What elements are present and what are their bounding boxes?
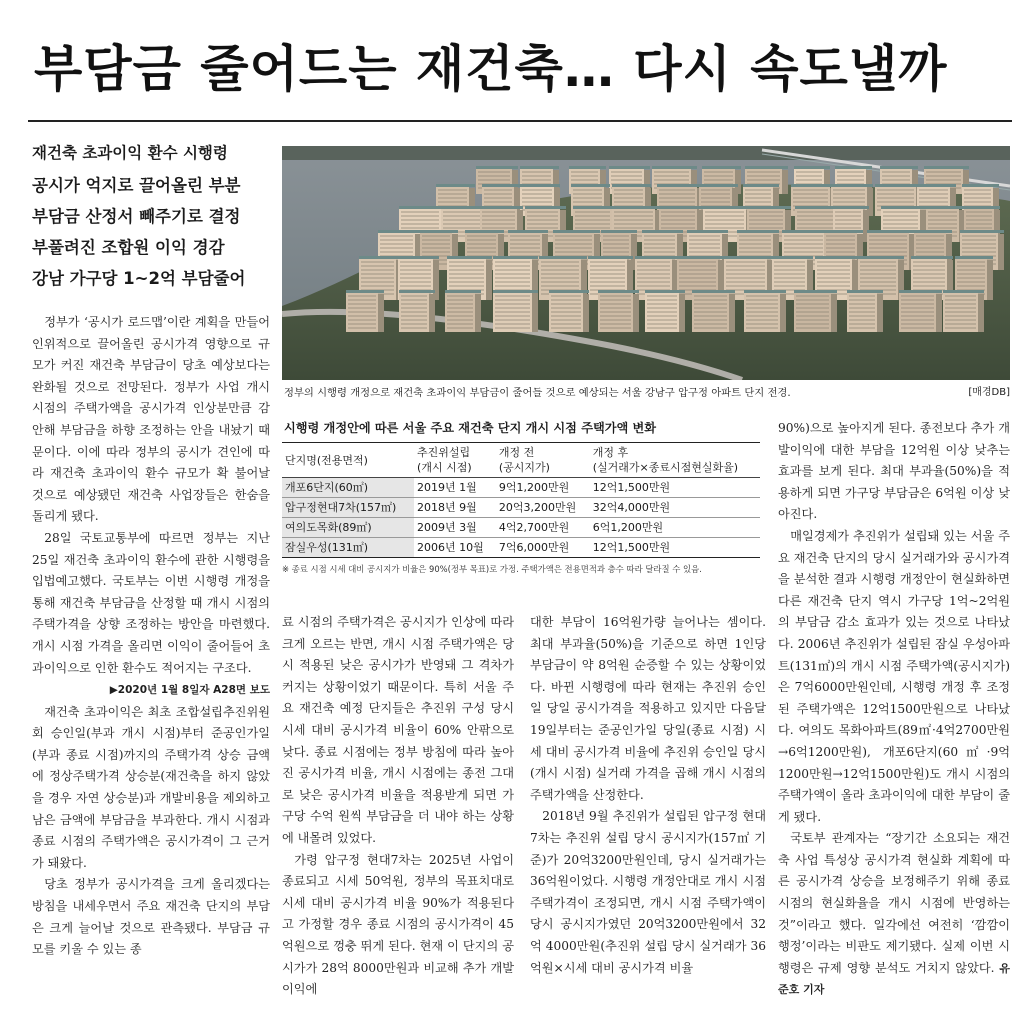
subhead-lead: 재건축 초과이익 환수 시행령 [32,144,228,162]
building-roof [659,206,703,209]
building-roof [737,230,779,233]
building-roof [745,166,788,169]
table-header-cell: 개정 후 (실거래가×종료시점현실화율) [590,443,760,478]
building-roof [692,290,735,293]
table-header-cell: 추진위설립 (개시 시점) [414,443,496,478]
article-column-3 [530,612,766,1018]
apartment-building-side [978,294,984,332]
apartment-building-side [729,294,735,332]
building-roof [743,184,779,187]
building-roof [702,166,741,169]
article-paragraph: 정부가 ‘공시가 로드맵’이란 계획을 만들어 인위적으로 끌어올린 공시가격 영향으로 규모가 커진 재건축 부담금이 당초 예상보다는 완화될 것으로 전망된다. 정부가 사업 개시 시점의 주택가액을 공시가격 인상분만큼 감안해 부담금을 하향 조정하는 안을 내놨기 때문이다. 이에 따라 정부의 공시가 견인에 따라 재건축 초과이익 환수 규모가 확 불어날 것으로 예상됐던 재건축 사업장들은 한숨을 돌리게 됐다. [32,315,270,524]
data-table-box [282,418,767,577]
table-header-cell: 개정 전 (공시지가) [496,443,590,478]
building-roof [824,230,863,233]
building-roof [598,290,639,293]
building-roof [962,184,999,187]
subhead-line: 공시가 억지로 끌어올린 부분 [32,176,241,195]
building-roof [926,206,965,209]
table-cell: 9억1,200만원 [496,478,590,498]
building-roof [399,290,435,293]
building-roof [508,230,548,233]
article-paragraph: 매일경제가 추진위가 설립돼 있는 서울 주요 재건축 단지의 당시 실거래가와 공시가격을 분석한 결과 시행령 개정안이 현실화하면 다른 재건축 단지 역시 가구당 1억~2억원의 부담금 감소 효과가 있는 것으로 나타났다. 2006년 추진위가 설립된 잠실 우성아파트(131㎡)의 개시 시점 주택가액(공시지가)은 7억6000만원인데, 시행령 개정 후 조정된 주택가액은 12억1500만원으로 나타났다. 여의도 목화아파트(89㎡·4억2700만원→6억1200만원), 개포6단지(60㎡·9억1200만원→12억1500만원)도 개시 시점의 주택가액이 올라 초과이익에 대한 부담이 줄게 됐다. [778,528,1010,824]
table-note: ※ 종료 시점 시세 대비 공시지가 비율은 90%(정부 목표)로 가정. 주택가액은 전용면적과 층수 따라 달라질 수 있음. [282,564,702,574]
building-roof [724,256,773,259]
building-roof [772,256,813,259]
apartment-building-side [936,294,942,332]
building-roof [482,184,520,187]
building-roof [677,256,724,259]
table-cell: 개포6단지(60㎡) [282,478,414,498]
headline-rule [28,120,1012,122]
apartment-building-side [429,294,435,332]
table-cell: 7억6,000만원 [496,538,590,558]
building-roof [378,230,421,233]
reference-note: ▶2020년 1월 8일자 A28면 보도 [109,684,270,697]
table-row [282,498,760,518]
article-paragraph: 재건축 초과이익은 최초 조합설립추진위원회 승인일(부과 개시 시점)부터 준공인가일(부과 종료 시점)까지의 주택가격 상승 금액에 정상주택가격 상승분(재건축을 하지 않았을 경우 자연 상승분)과 개발비용을 제외하고 남은 금액에 부담금을 부과한다. 개시 시점과 종료 시점의 주택가액은 공시가격이 그 근거가 돼왔다. [32,704,270,870]
building-roof [588,256,633,259]
building-roof [652,166,697,169]
article-paragraph: 당초 정부가 공시가격을 크게 올리겠다는 방침을 내세우면서 주요 재건축 단지의 부담은 크게 늘어날 것으로 관측됐다. 부담금 규모를 키울 수 있는 종 [32,877,270,957]
subhead-line: 부풀려진 조합원 이익 경감 [32,238,225,257]
building-roof [858,256,904,259]
table-cell: 6억1,200만원 [590,518,760,538]
building-roof [476,166,518,169]
building-roof [699,184,738,187]
building-roof [835,166,872,169]
building-roof [447,256,492,259]
building-roof [955,256,993,259]
building-roof [924,166,969,169]
building-roof [943,290,984,293]
building-roof [881,206,926,209]
table-title: 시행령 개정안에 따른 서울 주요 재건축 단지 개시 시점 주택가액 변화 [284,421,657,435]
building-roof [794,290,837,293]
building-roof [520,184,560,187]
housing-value-table [282,442,760,558]
building-roof [867,230,915,233]
byline: 유준호 기자 [778,961,1010,997]
apartment-building-side [782,170,788,194]
article-column-1 [32,312,270,1018]
building-roof [549,290,589,293]
table-cell: 잠실우성(131㎡) [282,538,414,558]
subhead-line: 부담금 산정서 빼주기로 결정 [32,207,241,226]
article-paragraph: 28일 국토교통부에 따르면 정부는 지난 25일 재건축 초과이익 환수에 관한 시행령을 입법예고했다. 국토부는 이번 시행령 개정을 통해 재건축 부담금을 산정할 때 개시 시점의 주택가격을 상향 조정하는 방안을 마련했다. 개시 시점 가격을 올리면 이익이 줄어들어 초과이익으로 인한 환수도 적어지는 구조다. [32,530,270,675]
photo-caption-text: 정부의 시행령 개정으로 재건축 초과이익 부담금이 줄어들 것으로 예상되는 서울 강남구 압구정 아파트 단지 전경. [284,387,791,399]
article-paragraph: 대한 부담이 16억원가량 늘어나는 셈이다. 최대 부과율(50%)을 기준으로 하면 1인당 부담금이 약 8억원 순증할 수 있는 상황이었다. 바뀐 시행령에 따라 현재는 추진위 승인일 당일 공시가격을 적용하고 있지만 다음달 19일부터는 준공인가일 당일(종료 시점) 시세 대비 공시가격 비율에 추진위 승인일 당시(개시 시점) 실거래 가격을 곱해 개시 시점의 주택가액을 산정한다. [530,615,766,802]
building-roof [747,206,791,209]
building-roof [480,206,523,209]
building-roof [815,256,858,259]
building-roof [609,166,650,169]
apartment-building-side [583,294,589,332]
building-roof [917,184,956,187]
building-roof [914,230,952,233]
building-roof [399,206,447,209]
building-roof [960,230,1004,233]
building-roof [831,184,873,187]
apartment-building-side [378,294,384,332]
article-paragraph: 료 시점의 주택가격은 공시지가 인상에 따라 크게 오르는 반면, 개시 시점 주택가액은 당시 적용된 낮은 공시가가 반영돼 그 격차가 커지는 상황이었기 때문이다. 특히 서울 주요 재건축 예정 단지들은 추진위 구성 당시 시세 대비 공시가격 비율이 60% 안팎으로 낮다. 종료 시점에는 정부 방침에 따라 높아진 공시가격 비율, 개시 시점에는 종전 그대로 낮은 공시가격 비율을 적용받게 되면 가구당 수억 원씩 부담금을 더 내야 하는 상황에 내몰려 있었다. [282,615,514,845]
photo-credit: [매경DB] [968,387,1010,398]
building-roof [398,256,439,259]
building-roof [635,256,678,259]
building-roof [744,290,786,293]
table-cell: 2009년 3월 [414,518,496,538]
headline: 부담금 줄어드는 재건축… 다시 속도낼까 [34,40,948,98]
apartment-building-side [987,260,993,300]
apartment-complex-photo [282,146,1010,380]
building-roof [601,230,637,233]
apartment-building-side [998,234,1004,270]
subhead-line: 강남 가구당 1~2억 부담줄어 [32,269,246,288]
building-roof [612,206,661,209]
building-roof [420,230,458,233]
table-cell: 2006년 10월 [414,538,496,558]
building-roof [612,184,651,187]
building-roof [875,184,922,187]
building-roof [493,256,538,259]
apartment-building-side [831,294,837,332]
building-roof [964,206,1000,209]
building-roof [436,184,475,187]
table-cell: 12억1,500만원 [590,538,760,558]
table-row [282,478,760,498]
building-roof [642,230,683,233]
table-row [282,518,760,538]
table-row [282,538,760,558]
building-roof [571,184,610,187]
apartment-building-side [486,260,492,300]
table-cell: 20억3,200만원 [496,498,590,518]
building-roof [782,230,831,233]
table-header-row [282,443,760,478]
building-roof [880,166,918,169]
article-paragraph: 국토부 관계자는 “장기간 소요되는 재건축 사업 특성상 공시가격 현실화 계획에 따른 공시가격 상승을 보정해주기 위해 종료 시점의 현실화율을 개시 시점에 반영하는 것”이라고 했다. 일각에선 여전히 ‘깜깜이 행정’이라는 비판도 제기됐다. 실제 이번 시행령은 규제 영향 분석도 거치지 않았다. 유준호 기자 [778,831,1010,997]
building-roof [791,184,836,187]
apartment-building-side [475,294,481,332]
building-roof [687,230,728,233]
building-roof [520,166,559,169]
article-paragraph: 2018년 9월 추진위가 설립된 압구정 현대7차는 추진위 설립 당시 공시지가(157㎡ 기준)가 20억3200만원인데, 당시 실거래가는 36억원이었다. 시행령 개정안대로 개시 시점 주택가격이 조정되면, 개시 시점 주택가액이 당시 공시지가였던 20억3200만원에서 32억 4000만원(추진위 설립 당시 실거래가 36억원×시세 대비 공시가격 비율 [530,809,766,975]
building-roof [899,290,942,293]
building-roof [465,230,504,233]
building-roof [645,290,685,293]
subheads [32,142,272,294]
table-cell: 12억1,500만원 [590,478,760,498]
apartment-building-side [679,294,685,332]
table-cell: 4억2,700만원 [496,518,590,538]
article-paragraph: 가령 압구정 현대7차는 2025년 사업이 종료되고 시세 50억원, 정부의 목표치대로 시세 대비 공시가격 비율 90%가 적용된다고 가정할 경우 종료 시점의 공시가격이 45억원으로 껑충 뛰게 된다. 현재 이 단지의 공시가가 28억 8000만원과 비교해 추가 개발이익에 [282,852,514,997]
article-column-2 [282,612,514,1018]
table-cell: 2019년 1월 [414,478,496,498]
building-roof [539,256,587,259]
building-roof [573,206,618,209]
apartment-building-side [532,294,538,332]
building-roof [794,166,830,169]
building-roof [346,290,384,293]
photo-caption [284,384,1010,402]
building-roof [833,206,869,209]
article-paragraph: 90%)으로 높아지게 된다. 종전보다 추가 개발이익에 대한 부담을 12억원 이상 낮추는 효과를 보게 된다. 최대 부과율(50%)을 적용하게 되면 가구당 부담금은 6억원 이상 낮아진다. [778,421,1010,522]
table-cell: 여의도목화(89㎡) [282,518,414,538]
building-roof [657,184,703,187]
building-roof [911,256,953,259]
building-roof [359,256,402,259]
building-roof [525,206,566,209]
table-cell: 2018년 9월 [414,498,496,518]
building-roof [553,230,600,233]
reference-line [32,679,270,702]
building-roof [569,166,606,169]
apartment-building-side [633,294,639,332]
building-roof [847,290,883,293]
table-cell: 32억4,000만원 [590,498,760,518]
building-roof [703,206,752,209]
apartment-building-side [780,294,786,332]
table-cell: 압구정현대7차(157㎡) [282,498,414,518]
article-column-4 [778,418,1010,1018]
apartment-building-side [877,294,883,332]
building-roof [445,290,481,293]
building-roof [493,290,538,293]
table-header-cell: 단지명(전용면적) [282,443,414,478]
